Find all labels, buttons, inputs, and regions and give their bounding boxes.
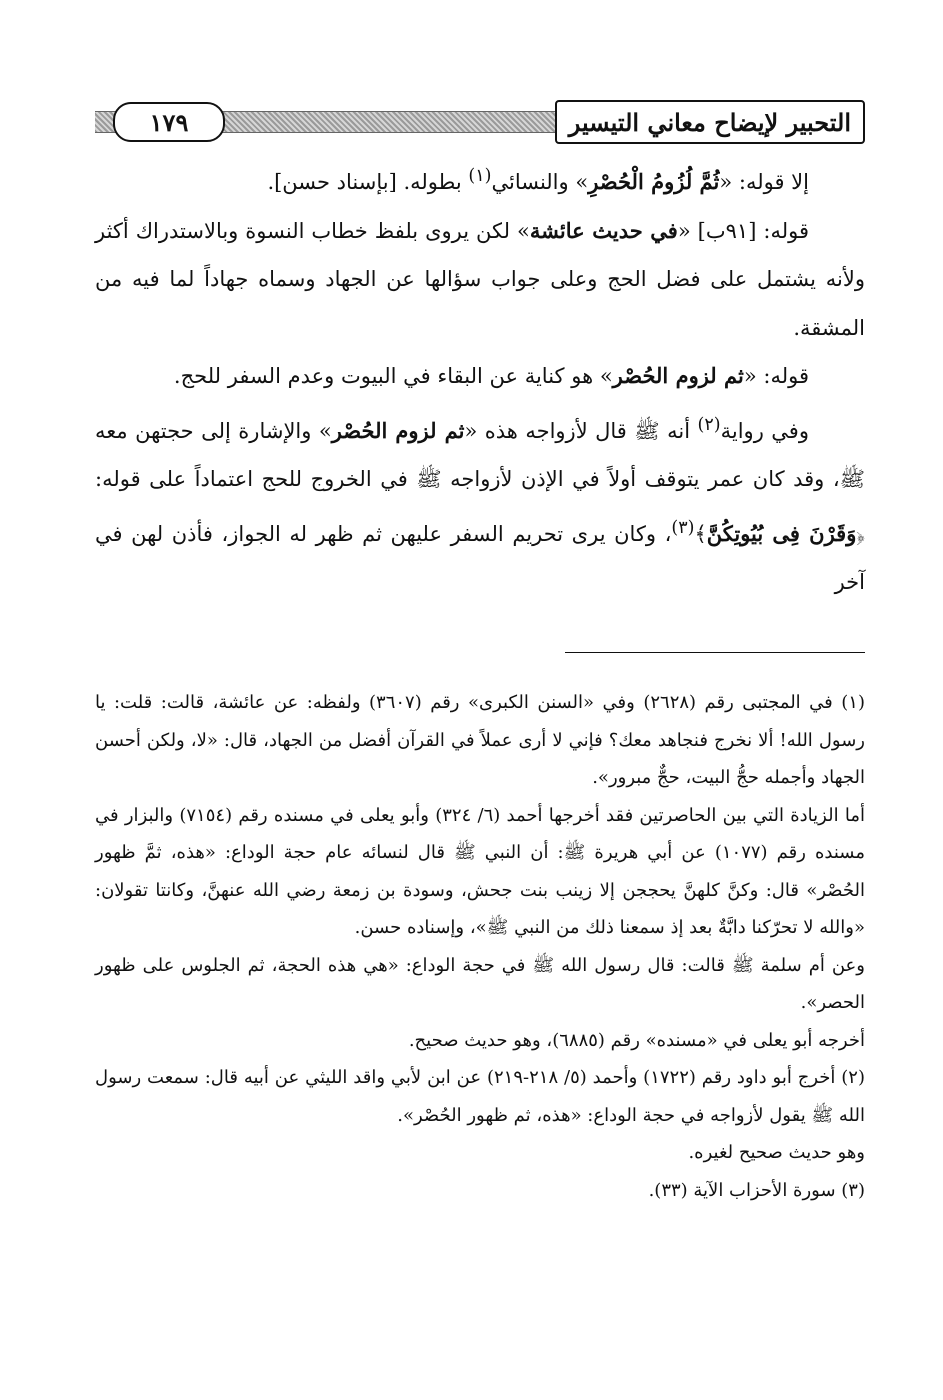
paragraph-1 xyxy=(95,152,865,207)
paragraph-3 xyxy=(95,352,865,401)
footnote-ref-1: (١) xyxy=(468,166,492,186)
footnote-1-cont-b: وعن أم سلمة ﷺ قالت: قال رسول الله ﷺ في حجة الوداع: «هي هذه الحجة، ثم الجلوس على ظهور الحصر». xyxy=(95,954,865,1013)
text-span: إلا قوله: « xyxy=(719,170,809,194)
text-span: ، وكان يرى تحريم السفر عليهن ثم ظهر له الجواز، فأذن لهن في آخر xyxy=(95,521,865,594)
footnotes xyxy=(95,684,865,1209)
quran-verse: وَقَرْنَ فِى بُيُوتِكُنَّ xyxy=(706,520,857,546)
page-header xyxy=(95,100,865,144)
text-span: » والنسائي xyxy=(491,170,589,194)
quoted-phrase: في حديث عائشة xyxy=(529,217,678,243)
footnote-2-cont: وهو حديث صحيح لغيره. xyxy=(688,1142,865,1163)
footnote-1-cont-a: أما الزيادة التي بين الحاصرتين فقد أخرجها أحمد (٦/ ٣٢٤) وأبو يعلى في مسنده رقم (٧١٥٤) والبزار في مسنده رقم (١٠٧٧) عن أبي هريرة ﷺ: أن النبي ﷺ قال لنسائه عام حجة الوداع: «هذه، ثمَّ ظهور الحُصْر» قال: وكنَّ كلهنَّ يحججن إلا زينب بنت جحش، وسودة بن زمعة رضي الله عنهنَّ، وكانتا تقولان: «والله لا تحرّكنا دابَّةٌ بعد إذ سمعنا ذلك من النبي ﷺ»، وإسناده حسن. xyxy=(95,804,865,938)
quoted-phrase: ثم لزوم الحُصْر xyxy=(331,417,465,443)
text-span: بطوله. [بإسناد حسن]. xyxy=(267,170,469,194)
text-span: وفي رواية xyxy=(720,418,809,443)
book-title: التحبير لإيضاح معاني التيسير xyxy=(555,100,865,144)
text-span: قوله: « xyxy=(743,364,809,388)
text-span: أنه ﷺ قال لأزواجه هذه « xyxy=(464,418,698,443)
paragraph-2 xyxy=(95,207,865,353)
text-span: » هو كناية عن البقاء في البيوت وعدم السفر للحج. xyxy=(173,364,613,388)
paragraph-4 xyxy=(95,401,865,607)
text-span: قوله: [٩١ب] « xyxy=(677,218,809,243)
footnote-1: (١) في المجتبى رقم (٢٦٢٨) وفي «السنن الكبرى» رقم (٣٦٠٧) ولفظه: عن عائشة، قالت: قلت: يا رسول الله! ألا نخرج فنجاهد معك؟ فإني لا أرى عملاً في القرآن أفضل من الجهاد، قال: «لا، ولكن أحسن الجهاد وأجمله حجُّ البيت، حجٌّ مبرور». xyxy=(95,692,865,788)
page-number: ١٧٩ xyxy=(113,102,225,142)
text-span: ﴾ xyxy=(694,521,707,546)
footnote-ref-3: (٣) xyxy=(671,517,695,538)
main-text xyxy=(95,152,865,607)
footnote-2: (٢) أخرج أبو داود رقم (١٧٢٢) وأحمد (٥/ ٢١٨-٢١٩) عن ابن لأبي واقد الليثي عن أبيه قال: سمعت رسول الله ﷺ يقول لأزواجه في حجة الوداع: «هذه، ثم ظهور الحُصْر». xyxy=(95,1067,865,1126)
quoted-phrase: ثُمَّ لُزُومُ الْحُصْرِ xyxy=(588,169,720,194)
footnote-3: (٣) سورة الأحزاب الآية (٣٣). xyxy=(648,1179,865,1201)
quoted-phrase: ثم لزوم الحُصْر xyxy=(612,363,744,388)
text-span: » والإشارة إلى حجتهن معه ﷺ، وقد كان عمر يتوقف أولاً في الإذن لأزواجه ﷺ في الخروج للحج اعتماداً على قوله: ﴿ xyxy=(95,418,865,546)
footnote-divider xyxy=(565,652,865,653)
footnote-1-cont-c: أخرجه أبو يعلى في «مسنده» رقم (٦٨٨٥)، وهو حديث صحيح. xyxy=(408,1029,865,1051)
footnote-ref-2: (٢) xyxy=(697,414,721,435)
text-span: » لكن يروى بلفظ خطاب النسوة وبالاستدراك أكثر ولأنه يشتمل على فضل الحج وعلى جواب سؤالها عن الجهاد وسماه جهاداً لما فيه من المشقة. xyxy=(95,218,865,340)
